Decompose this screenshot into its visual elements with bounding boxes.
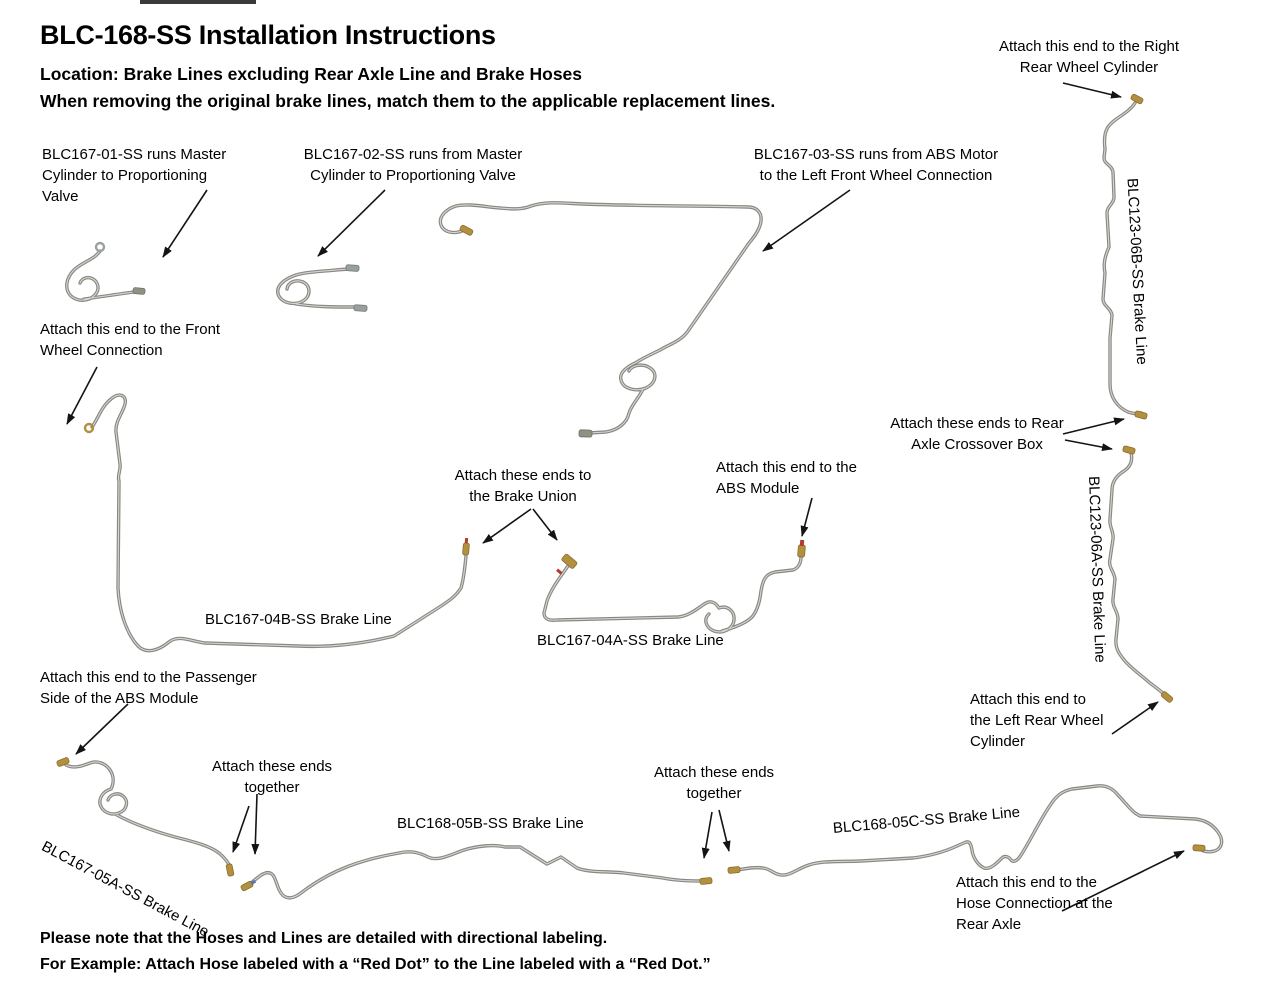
- callout-line: Hose Connection at the: [956, 895, 1113, 912]
- fitting-167-04a-right: [797, 545, 805, 558]
- callout-line: Attach this end to the Front: [40, 321, 221, 338]
- arrow-brake-union-right: [533, 509, 557, 540]
- fitting-167-05a-right: [226, 864, 234, 877]
- fitting-167-03-bottom: [579, 430, 592, 437]
- arrow-together2-right: [719, 810, 729, 851]
- line-blc167-02: [278, 269, 356, 307]
- callout-left-rear-cylinder: [970, 689, 1130, 752]
- callout-line: Valve: [42, 188, 79, 205]
- line-blc123-06a: [1110, 453, 1165, 695]
- fitting-167-02-top: [346, 265, 359, 272]
- callout-line: Wheel Connection: [40, 342, 163, 359]
- label-blc167-05a: BLC167-05A-SS Brake Line: [38, 837, 212, 941]
- label-blc123-06b: BLC123-06B-SS Brake Line: [1123, 177, 1151, 366]
- arrow-abs-module: [802, 498, 812, 536]
- arrow-blc167-02: [318, 190, 385, 256]
- fitting-167-04a-left: [561, 553, 578, 569]
- callout-blc167-03: [740, 144, 1012, 186]
- callout-line: Attach this end to the Passenger: [40, 669, 257, 686]
- fitting-123-06b-top: [1130, 94, 1143, 105]
- callout-line: Attach these ends to Rear: [890, 415, 1064, 432]
- callout-front-wheel: [40, 319, 250, 361]
- callout-rear-crossover: [880, 413, 1074, 455]
- callout-rear-axle-hose: [956, 872, 1136, 935]
- line-blc168-05b: [250, 846, 701, 898]
- callout-abs-module: [716, 457, 886, 499]
- callout-line: BLC167-01-SS runs Master: [42, 146, 227, 163]
- callout-line: Rear Axle: [956, 916, 1022, 933]
- callout-passenger-abs: [40, 667, 285, 709]
- callout-right-rear-cylinder: [983, 36, 1195, 78]
- callout-blc167-01: [42, 144, 247, 207]
- fitting-168-05c-right: [1193, 845, 1205, 852]
- arrow-brake-union-left: [483, 509, 531, 543]
- arrow-right-rear: [1063, 83, 1121, 97]
- fitting-167-04b-right: [462, 543, 469, 555]
- fitting-167-03-left: [459, 225, 473, 236]
- line-blc167-04a: [544, 557, 801, 632]
- callout-line: Axle Crossover Box: [911, 436, 1043, 453]
- callout-line: BLC167-02-SS runs from Master: [303, 146, 523, 163]
- callout-line: Attach these ends: [211, 758, 333, 775]
- fitting-123-06a-bottom: [1160, 691, 1173, 703]
- callout-line: Cylinder to Proportioning: [42, 167, 208, 184]
- callout-line: together: [244, 779, 300, 796]
- callout-line: Side of the ABS Module: [40, 690, 199, 707]
- line-blc168-05c: [737, 786, 1222, 875]
- instruction-line: When removing the original brake lines, match them to the applicable replacement lines.: [40, 91, 776, 111]
- callout-line: Attach this end to: [970, 691, 1086, 708]
- callout-ends-together-2: [645, 762, 783, 804]
- callout-ends-together-1: [203, 756, 341, 798]
- callout-line: Rear Wheel Cylinder: [1019, 59, 1159, 76]
- callout-line: Cylinder: [970, 733, 1026, 750]
- callout-line: the Brake Union: [469, 488, 577, 505]
- callout-line: to the Left Front Wheel Connection: [759, 167, 993, 184]
- red-dot-mark-abs: [800, 540, 805, 546]
- label-blc168-05c: BLC168-05C-SS Brake Line: [832, 803, 1021, 837]
- fitting-123-06b-bottom: [1134, 411, 1147, 420]
- callout-line: ABS Module: [716, 480, 800, 497]
- label-blc123-06a: BLC123-06A-SS Brake Line: [1085, 475, 1109, 664]
- callout-line: Cylinder to Proportioning Valve: [310, 167, 516, 184]
- callout-line: Attach these ends to: [454, 467, 592, 484]
- fitting-123-06a-top: [1122, 446, 1135, 455]
- note-directional-labeling: Please note that the Hoses and Lines are detailed with directional labeling.: [40, 930, 608, 947]
- fitting-167-01-end: [133, 287, 145, 294]
- arrow-together2-left: [704, 812, 712, 858]
- callout-line: BLC167-03-SS runs from ABS Motor: [753, 146, 999, 163]
- fitting-168-05b-right: [700, 877, 713, 884]
- label-blc168-05b: BLC168-05B-SS Brake Line: [397, 815, 584, 832]
- callout-line: Attach these ends: [653, 764, 775, 781]
- label-blc167-04b: BLC167-04B-SS Brake Line: [205, 611, 392, 628]
- callout-brake-union: [447, 465, 599, 507]
- callout-line: Attach this end to the Right: [998, 38, 1180, 55]
- arrow-passenger-abs: [76, 704, 128, 754]
- arrow-together1-left: [233, 806, 249, 852]
- callout-line: the Left Rear Wheel: [970, 712, 1104, 729]
- callout-line: together: [686, 785, 742, 802]
- fitting-167-04b-eyelet: [85, 424, 93, 432]
- fitting-167-02-bottom: [354, 305, 367, 312]
- fitting-167-01-eyelet: [96, 243, 104, 251]
- callout-blc167-02: [292, 144, 534, 186]
- note-red-dot-example: For Example: Attach Hose labeled with a “Red Dot” to the Line labeled with a “Red Dot.”: [40, 956, 711, 973]
- line-blc167-03: [440, 203, 761, 433]
- arrow-together1-right: [255, 794, 257, 854]
- arrow-front-wheel: [67, 367, 97, 424]
- callout-line: Attach this end to the: [956, 874, 1097, 891]
- callout-line: Attach this end to the: [716, 459, 857, 476]
- page-title: BLC-168-SS Installation Instructions: [40, 20, 496, 50]
- red-dot-mark-union-left: [465, 538, 468, 543]
- arrow-blc167-03: [763, 190, 850, 251]
- label-blc167-04a: BLC167-04A-SS Brake Line: [537, 632, 724, 649]
- fitting-168-05c-left: [728, 866, 741, 873]
- location-line: Location: Brake Lines excluding Rear Axle Line and Brake Hoses: [40, 64, 583, 84]
